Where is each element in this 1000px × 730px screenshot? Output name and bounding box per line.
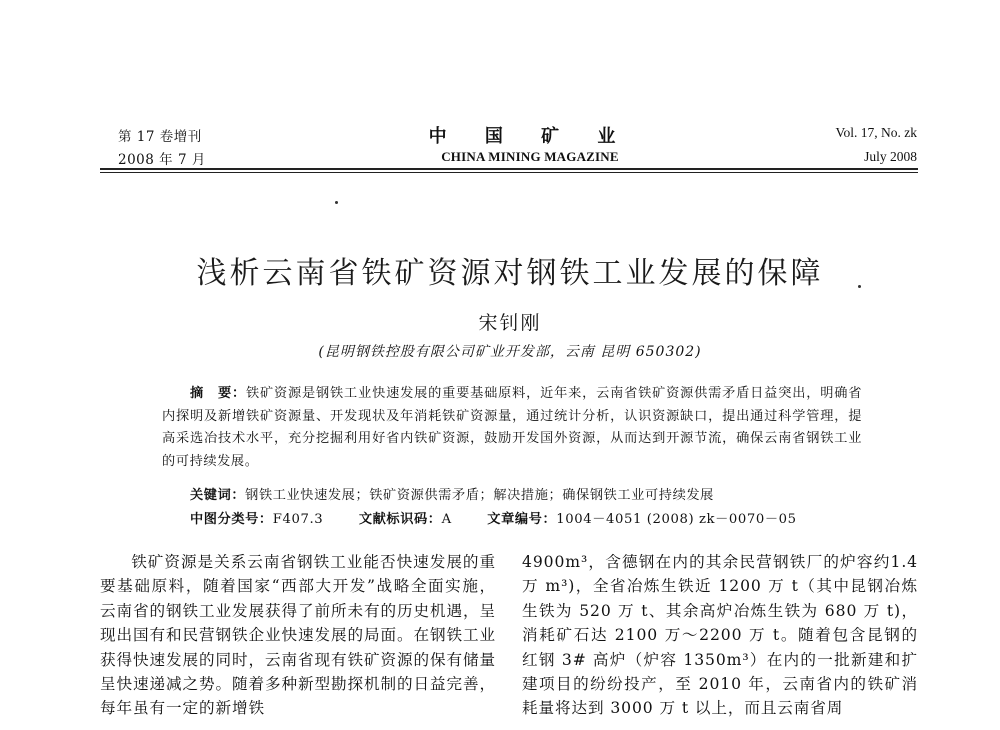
- volume-info-en: Vol. 17, No. zk: [835, 125, 917, 140]
- article-no-value: 1004－4051 (2008) zk－0070－05: [556, 512, 797, 527]
- issue-date-en: July 2008: [864, 149, 917, 164]
- keywords-label: 关键词：: [190, 488, 246, 503]
- author-name: 宋钊刚: [478, 312, 542, 334]
- scan-speck: [335, 201, 338, 204]
- abstract-label: 摘 要：: [190, 386, 247, 401]
- article-no-label: 文章编号：: [487, 512, 557, 527]
- abstract: [162, 383, 862, 473]
- keywords: [190, 484, 870, 503]
- header-rule-thin: [100, 172, 918, 173]
- body-paragraph: 铁矿资源是关系云南省钢铁工业能否快速发展的重要基础原料，随着国家“西部大开发”战略全面实施，云南省的钢铁工业发展获得了前所未有的历史机遇，呈现出国有和民营钢铁企业快速发展的局面。在钢铁工业获得快速发展的同时，云南省现有铁矿资源的保有储量呈快速递减之势。随着多种新型勘探机制的日益完善，每年虽有一定的新增铁: [100, 553, 496, 718]
- body-column-left: [100, 550, 496, 721]
- body-column-right: [522, 550, 918, 721]
- keywords-text: 钢铁工业快速发展；铁矿资源供需矛盾；解决措施；确保钢铁工业可持续发展: [245, 488, 714, 503]
- doc-code-value: A: [441, 512, 452, 527]
- body-paragraph: 4900m³，含德钢在内的其余民营钢铁厂的炉容约1.4 万 m³)，全省冶炼生铁近 1200 万 t（其中昆钢冶炼生铁为 520 万 t、其余高炉冶炼生铁为 680 万 t)，消耗矿石达 2100 万～2200 万 t。随着包含昆钢的红钢 3# 高炉（炉容 1350m³）在内的一批新建和扩建项目的纷纷投产，至 2010 年，云南省内的铁矿消耗量将达到 3000 万 t 以上，而且云南省周: [522, 553, 918, 718]
- clc-label: 中图分类号：: [190, 512, 273, 527]
- volume-info: 第 17 卷增刊: [118, 129, 202, 145]
- doc-code-label: 文献标识码：: [358, 512, 442, 527]
- abstract-text: 铁矿资源是钢铁工业快速发展的重要基础原料，近年来，云南省铁矿资源供需矛盾日益突出，明确省内探明及新增铁矿资源量、开发现状及年消耗铁矿资源量，通过统计分析，认识资源缺口，提出通过科学管理，提高采选冶技术水平，充分挖掘利用好省内铁矿资源，鼓励开发国外资源，从而达到开源节流，确保云南省钢铁工业的可持续发展。: [162, 386, 862, 469]
- journal-title-en: CHINA MINING MAGAZINE: [441, 149, 619, 164]
- clc-value: F407.3: [272, 512, 324, 527]
- article-title: 浅析云南省铁矿资源对钢铁工业发展的保障: [196, 256, 824, 291]
- issue-date: 2008 年 7 月: [118, 152, 206, 168]
- header-rule-thick: [100, 168, 918, 170]
- author-affiliation: (昆明钢铁控股有限公司矿业开发部，云南 昆明 650302): [318, 344, 702, 360]
- journal-title-cn: 中 国 矿 业: [428, 126, 632, 147]
- classification-line: [190, 508, 870, 527]
